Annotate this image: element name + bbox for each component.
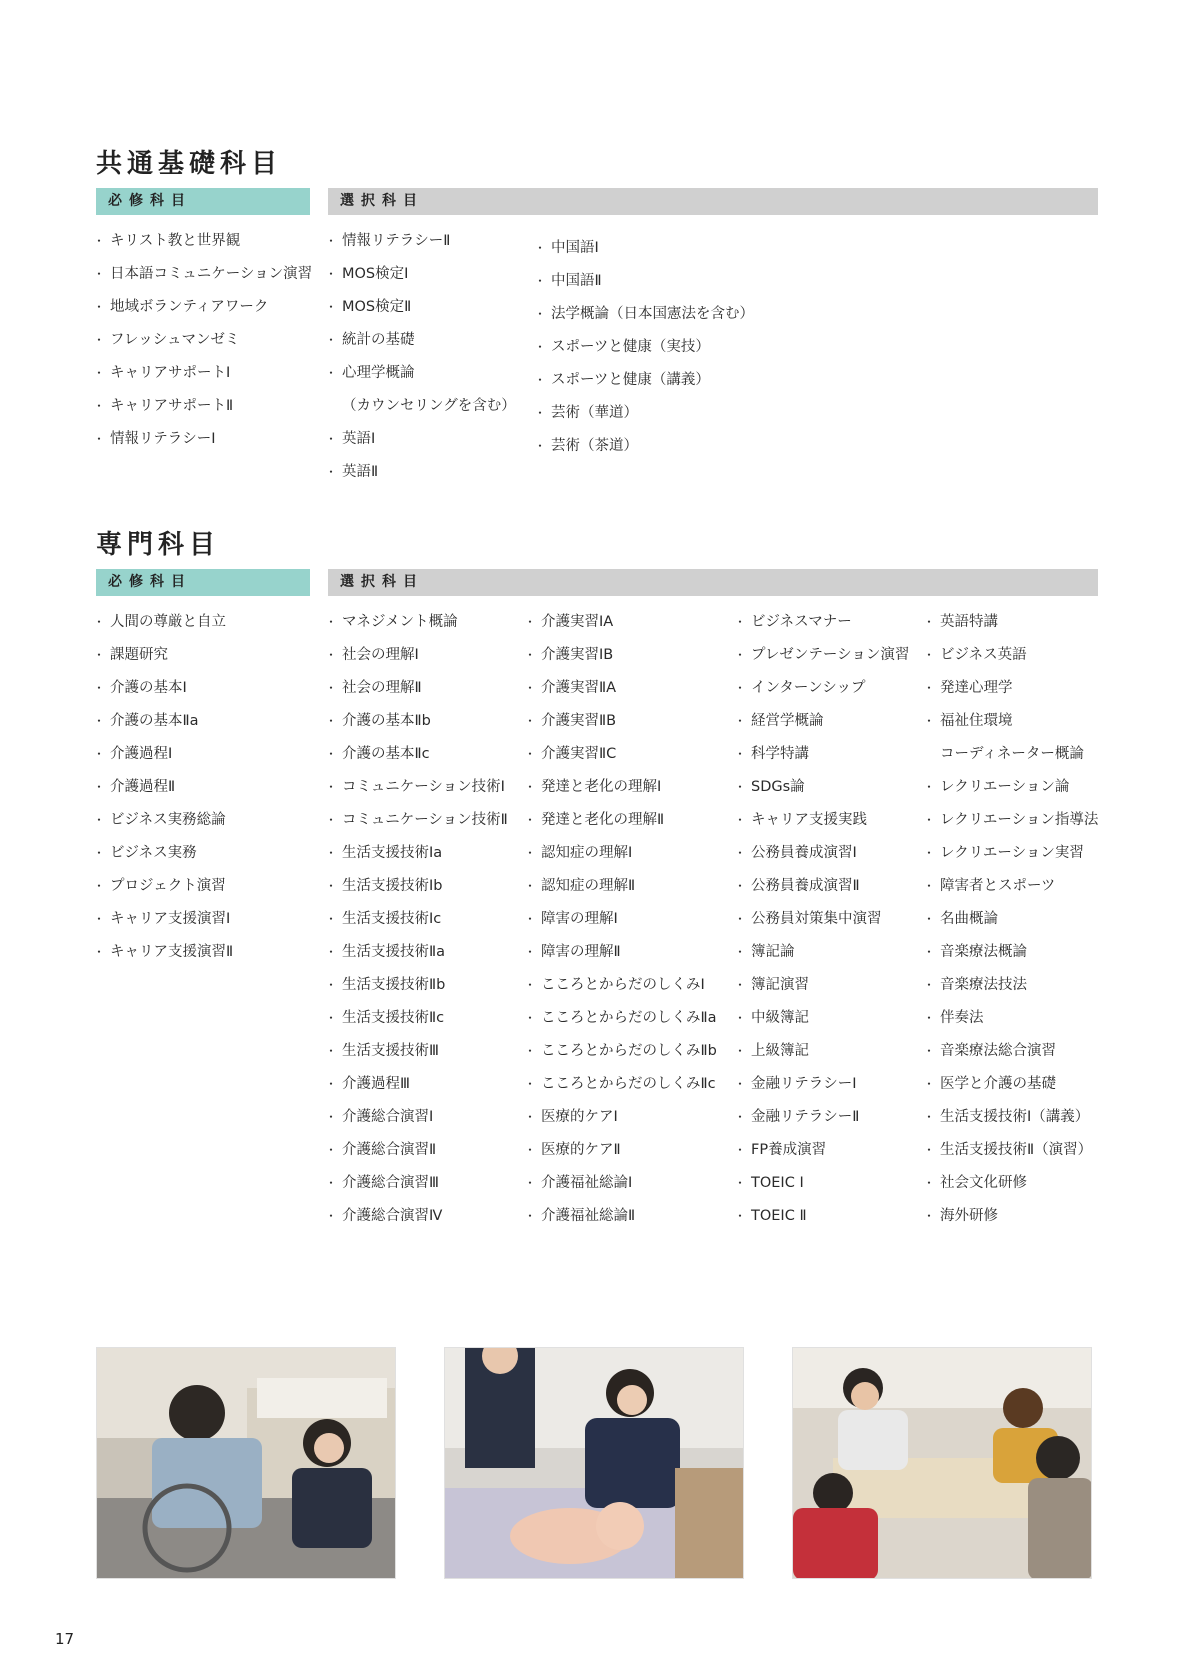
list-item: ・ コミュニケーション技術Ⅰ xyxy=(328,771,508,804)
list-item: ・ レクリエーション論 xyxy=(926,771,1098,804)
list-item: ・ プロジェクト演習 xyxy=(96,870,233,903)
list-item: ・ キャリア支援演習Ⅰ xyxy=(96,903,233,936)
list-item: ・ 心理学概論 xyxy=(328,357,516,390)
kiso-elective-list-2 xyxy=(537,232,754,463)
list-item: ・ 日本語コミュニケーション演習 xyxy=(96,258,312,291)
list-item: ・ 公務員養成演習Ⅱ xyxy=(737,870,909,903)
list-item: ・ 名曲概論 xyxy=(926,903,1098,936)
senmon-section-title: 専門科目 xyxy=(96,530,221,560)
kiso-elective-list-1 xyxy=(328,225,516,489)
senmon-required-header: 必修科目 xyxy=(96,569,310,596)
list-item: ・ こころとからだのしくみⅡa xyxy=(527,1002,717,1035)
list-item: ・ 介護の基本Ⅱb xyxy=(328,705,508,738)
list-item: ・ 生活支援技術Ⅲ xyxy=(328,1035,508,1068)
list-item: ・ 介護実習ⅡA xyxy=(527,672,717,705)
kiso-required-list xyxy=(96,225,312,456)
list-item: ・ 公務員養成演習Ⅰ xyxy=(737,837,909,870)
list-item: ・ 生活支援技術Ⅱa xyxy=(328,936,508,969)
list-item: ・ スポーツと健康（実技） xyxy=(537,331,754,364)
list-item: ・ 介護過程Ⅱ xyxy=(96,771,233,804)
list-item: ・ レクリエーション実習 xyxy=(926,837,1098,870)
list-item: ・ 海外研修 xyxy=(926,1200,1098,1233)
list-item: ・ 生活支援技術Ⅰa xyxy=(328,837,508,870)
list-item: ・ インターンシップ xyxy=(737,672,909,705)
list-item: ・ 障害者とスポーツ xyxy=(926,870,1098,903)
list-item: ・ 中国語Ⅰ xyxy=(537,232,754,265)
photo-group-discussion xyxy=(792,1347,1092,1579)
list-item: ・ 伴奏法 xyxy=(926,1002,1098,1035)
list-item: ・ 生活支援技術Ⅱc xyxy=(328,1002,508,1035)
kiso-section-title: 共通基礎科目 xyxy=(96,149,283,179)
senmon-elective-header: 選択科目 xyxy=(328,569,1098,596)
list-item: ・ ビジネスマナー xyxy=(737,606,909,639)
list-item: ・ FP養成演習 xyxy=(737,1134,909,1167)
list-item: ・ 音楽療法技法 xyxy=(926,969,1098,1002)
list-item: ・ MOS検定Ⅰ xyxy=(328,258,516,291)
list-item: ・ ビジネス実務 xyxy=(96,837,233,870)
list-item: ・ 介護実習ⅡC xyxy=(527,738,717,771)
list-item: （カウンセリングを含む） xyxy=(342,398,516,414)
list-item: ・ 情報リテラシーⅡ xyxy=(328,225,516,258)
list-item: ・ 障害の理解Ⅱ xyxy=(527,936,717,969)
list-item: ・ キャリア支援演習Ⅱ xyxy=(96,936,233,969)
list-item: ・ 発達と老化の理解Ⅰ xyxy=(527,771,717,804)
list-item: ・ こころとからだのしくみⅠ xyxy=(527,969,717,1002)
list-item: ・ 障害の理解Ⅰ xyxy=(527,903,717,936)
list-item: ・ MOS検定Ⅱ xyxy=(328,291,516,324)
list-item: コーディネーター概論 xyxy=(940,746,1084,762)
list-item: ・ 社会の理解Ⅰ xyxy=(328,639,508,672)
list-item: ・ 介護総合演習Ⅳ xyxy=(328,1200,508,1233)
list-item: ・ 介護実習ⅡB xyxy=(527,705,717,738)
list-item: ・ 介護福祉総論Ⅰ xyxy=(527,1167,717,1200)
list-item: ・ 英語Ⅱ xyxy=(328,456,516,489)
list-item: ・ 介護過程Ⅲ xyxy=(328,1068,508,1101)
list-item: ・ 簿記演習 xyxy=(737,969,909,1002)
list-item: ・ 金融リテラシーⅡ xyxy=(737,1101,909,1134)
list-item: ・ 医学と介護の基礎 xyxy=(926,1068,1098,1101)
page-number: 17 xyxy=(55,1630,75,1648)
list-item: ・ キリスト教と世界観 xyxy=(96,225,312,258)
list-item: ・ 中国語Ⅱ xyxy=(537,265,754,298)
list-item: ・ 福祉住環境 xyxy=(926,705,1098,738)
list-item: ・ スポーツと健康（講義） xyxy=(537,364,754,397)
list-item: ・ 介護の基本Ⅱc xyxy=(328,738,508,771)
list-item: ・ 介護総合演習Ⅰ xyxy=(328,1101,508,1134)
list-item: ・ 生活支援技術Ⅰ（講義） xyxy=(926,1101,1098,1134)
list-item: ・ キャリアサポートⅡ xyxy=(96,390,312,423)
list-item: ・ 発達心理学 xyxy=(926,672,1098,705)
list-item: ・ プレゼンテーション演習 xyxy=(737,639,909,672)
list-item: ・ 介護の基本Ⅱa xyxy=(96,705,233,738)
photo-cpr-training xyxy=(444,1347,744,1579)
list-item: ・ 介護福祉総論Ⅱ xyxy=(527,1200,717,1233)
list-item: ・ 生活支援技術Ⅰb xyxy=(328,870,508,903)
list-item: ・ 芸術（華道） xyxy=(537,397,754,430)
list-item: ・ 課題研究 xyxy=(96,639,233,672)
list-item: ・ 科学特講 xyxy=(737,738,909,771)
senmon-elective-list-2 xyxy=(527,606,717,1233)
list-item: ・ 音楽療法概論 xyxy=(926,936,1098,969)
list-item: ・ こころとからだのしくみⅡc xyxy=(527,1068,717,1101)
list-item: ・ 介護過程Ⅰ xyxy=(96,738,233,771)
list-item: ・ 芸術（茶道） xyxy=(537,430,754,463)
list-item: ・ 法学概論（日本国憲法を含む） xyxy=(537,298,754,331)
list-item: ・ 医療的ケアⅡ xyxy=(527,1134,717,1167)
list-item: ・ こころとからだのしくみⅡb xyxy=(527,1035,717,1068)
list-item: ・ 金融リテラシーⅠ xyxy=(737,1068,909,1101)
list-item: ・ 発達と老化の理解Ⅱ xyxy=(527,804,717,837)
list-item: ・ 地域ボランティアワーク xyxy=(96,291,312,324)
list-item: ・ キャリア支援実践 xyxy=(737,804,909,837)
list-item: ・ 医療的ケアⅠ xyxy=(527,1101,717,1134)
list-item: ・ 介護の基本Ⅰ xyxy=(96,672,233,705)
list-item: ・ TOEIC Ⅰ xyxy=(737,1167,909,1200)
list-item: ・ 上級簿記 xyxy=(737,1035,909,1068)
list-item: ・ 社会の理解Ⅱ xyxy=(328,672,508,705)
list-item: ・ 音楽療法総合演習 xyxy=(926,1035,1098,1068)
list-item: ・ コミュニケーション技術Ⅱ xyxy=(328,804,508,837)
list-item: ・ フレッシュマンゼミ xyxy=(96,324,312,357)
list-item: ・ 英語Ⅰ xyxy=(328,423,516,456)
list-item: ・ 英語特講 xyxy=(926,606,1098,639)
list-item: ・ 生活支援技術Ⅱb xyxy=(328,969,508,1002)
list-item: ・ ビジネス英語 xyxy=(926,639,1098,672)
senmon-elective-list-1 xyxy=(328,606,508,1233)
list-item: ・ 経営学概論 xyxy=(737,705,909,738)
list-item: ・ 情報リテラシーⅠ xyxy=(96,423,312,456)
list-item: ・ 公務員対策集中演習 xyxy=(737,903,909,936)
senmon-elective-list-3 xyxy=(737,606,909,1233)
senmon-elective-list-4 xyxy=(926,606,1098,1233)
list-item: ・ ビジネス実務総論 xyxy=(96,804,233,837)
list-item: ・ SDGs論 xyxy=(737,771,909,804)
list-item: ・ 統計の基礎 xyxy=(328,324,516,357)
list-item: ・ 介護実習ⅠB xyxy=(527,639,717,672)
kiso-elective-header: 選択科目 xyxy=(328,188,1098,215)
list-item: ・ マネジメント概論 xyxy=(328,606,508,639)
list-item: ・ TOEIC Ⅱ xyxy=(737,1200,909,1233)
list-item: ・ 簿記論 xyxy=(737,936,909,969)
list-item: ・ 介護総合演習Ⅱ xyxy=(328,1134,508,1167)
list-item: ・ 社会文化研修 xyxy=(926,1167,1098,1200)
list-item: ・ 介護実習ⅠA xyxy=(527,606,717,639)
list-item: ・ 介護総合演習Ⅲ xyxy=(328,1167,508,1200)
kiso-required-header: 必修科目 xyxy=(96,188,310,215)
list-item: ・ 生活支援技術Ⅱ（演習） xyxy=(926,1134,1098,1167)
list-item: ・ 生活支援技術Ⅰc xyxy=(328,903,508,936)
list-item: ・ 中級簿記 xyxy=(737,1002,909,1035)
senmon-required-list xyxy=(96,606,233,969)
list-item: ・ 認知症の理解Ⅱ xyxy=(527,870,717,903)
list-item: ・ レクリエーション指導法 xyxy=(926,804,1098,837)
list-item: ・ 認知症の理解Ⅰ xyxy=(527,837,717,870)
list-item: ・ キャリアサポートⅠ xyxy=(96,357,312,390)
photo-wheelchair-care xyxy=(96,1347,396,1579)
list-item: ・ 人間の尊厳と自立 xyxy=(96,606,233,639)
